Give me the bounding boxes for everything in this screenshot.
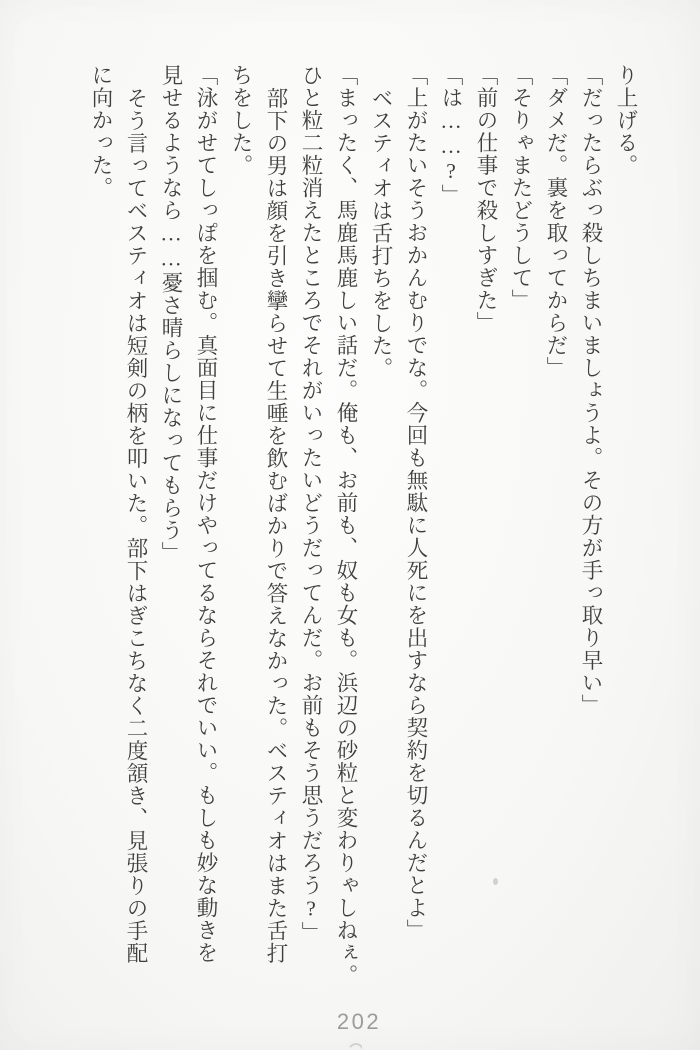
text-line: 「ダメだ。裏を取ってからだ」 bbox=[544, 64, 568, 379]
text-line: 「まったく、馬鹿馬鹿しい話だ。俺も、お前も、奴も女も。浜辺の砂粒と変わりゃしねぇ。 bbox=[334, 64, 358, 987]
text-line: 「そりゃまたどうして」 bbox=[509, 64, 533, 312]
text-line: ひと粒二粒消えたところでそれがいったいどうだってんだ。お前もそう思うだろう?」 bbox=[299, 64, 323, 944]
text-line: 「だったらぶっ殺しちまいましょうよ。その方が手っ取り早い」 bbox=[579, 64, 603, 717]
text-line: り上げる。 bbox=[614, 64, 638, 177]
text-line: そう言ってベスティオは短剣の柄を叩いた。部下はぎこちなく二度頷き、見張りの手配 bbox=[124, 86, 148, 964]
faint-print-mark bbox=[346, 1043, 362, 1050]
text-line: 部下の男は顔を引き攣らせて生唾を飲むばかりで答えなかった。ベスティオはまた舌打 bbox=[264, 86, 288, 964]
text-line: ベスティオは舌打ちをした。 bbox=[369, 86, 393, 379]
text-line: 見せるようなら……憂さ晴らしになってもらう」 bbox=[159, 64, 183, 564]
text-line: 「上がたいそうおかんむりでな。今回も無駄に人死にを出すなら契約を切るんだとよ」 bbox=[404, 64, 428, 942]
text-line: 「泳がせてしっぽを掴む。真面目に仕事だけやってるならそれでいい。もしも妙な動きを bbox=[194, 64, 218, 964]
text-line: に向かった。 bbox=[89, 64, 113, 199]
page-text bbox=[83, 64, 643, 993]
text-line: 「前の仕事で殺しすぎた」 bbox=[474, 64, 498, 334]
page-number: 202 bbox=[336, 1009, 382, 1034]
text-line: ちをした。 bbox=[229, 64, 253, 177]
print-speck bbox=[493, 878, 498, 885]
text-line: 「は……?」 bbox=[439, 64, 463, 207]
